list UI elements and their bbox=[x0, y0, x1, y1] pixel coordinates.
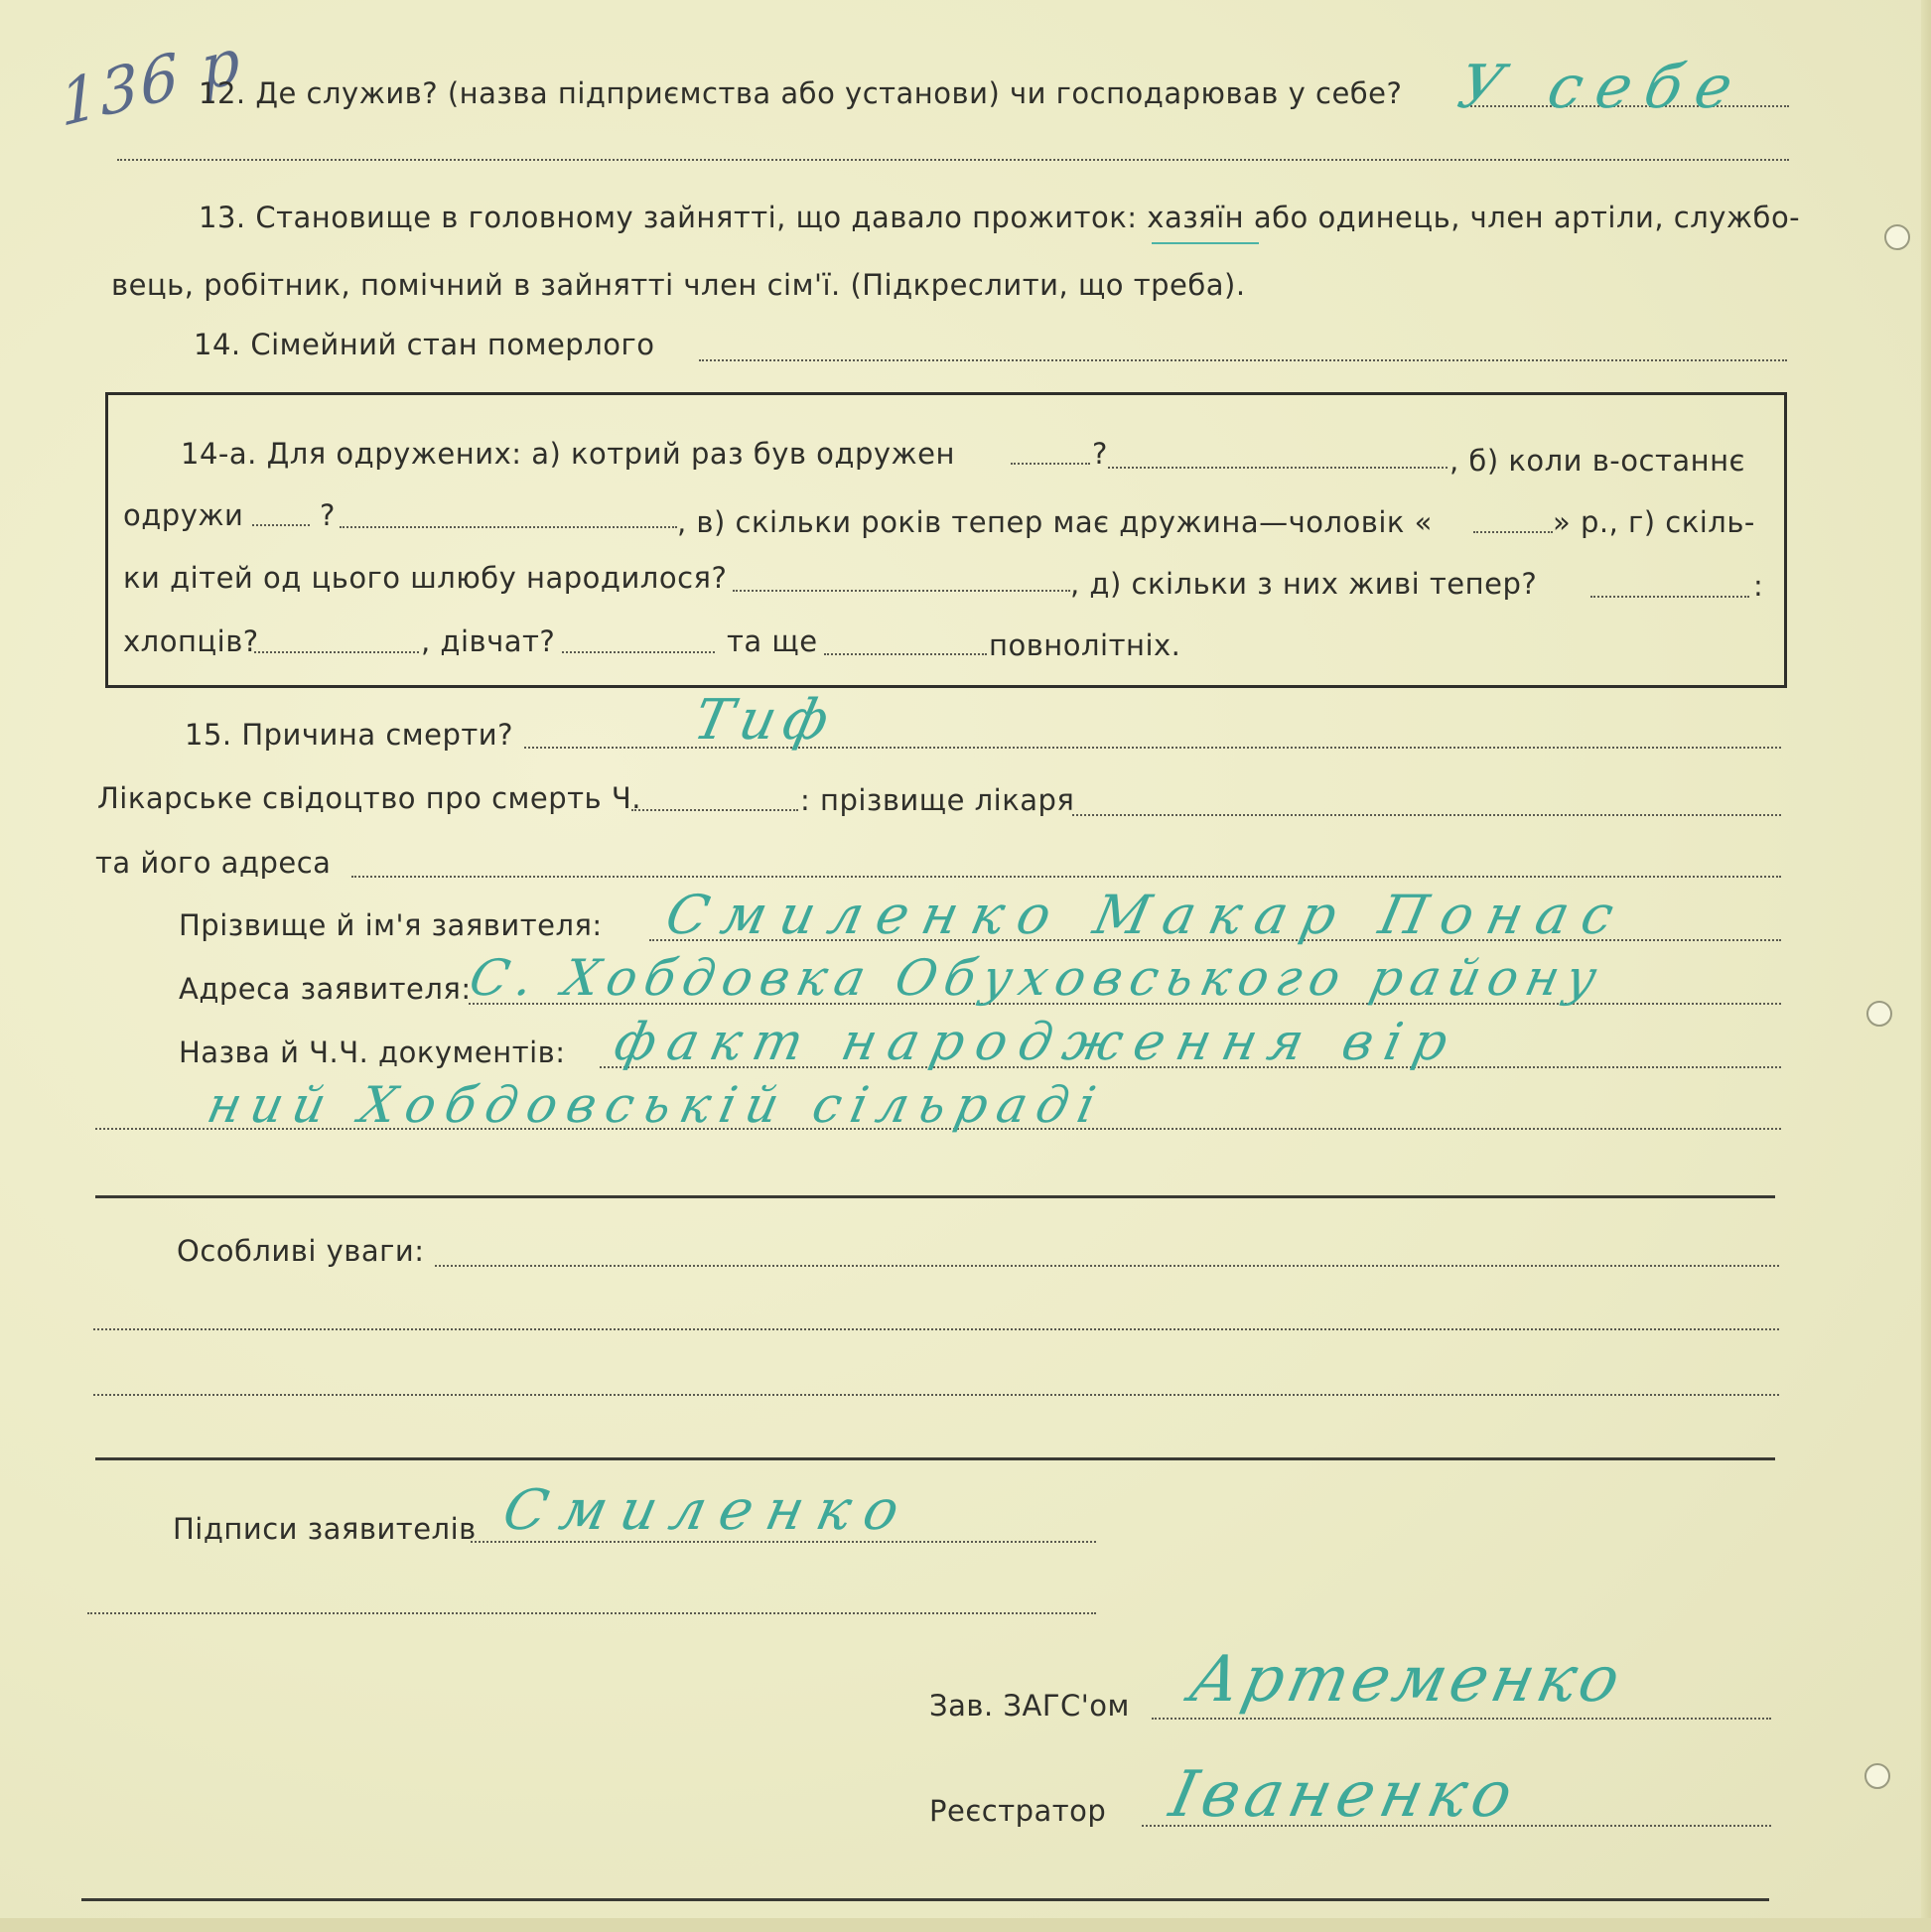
remarks-label: Особливі уваги: bbox=[177, 1234, 425, 1268]
q15-address-label: та його адреса bbox=[95, 846, 332, 880]
applicant-docs-label: Назва й Ч.Ч. документів: bbox=[179, 1035, 566, 1069]
applicant-docs-value-1: факт народження вір bbox=[609, 1013, 1465, 1072]
q14a-spouse-age-line bbox=[1473, 531, 1553, 533]
punch-hole-icon bbox=[1884, 224, 1910, 250]
q14a-last-married-line-2 bbox=[340, 526, 677, 528]
q14a-line-1q: ? bbox=[1092, 437, 1108, 471]
applicants-signature-value: Смиленко bbox=[497, 1478, 919, 1543]
q14a-line-1b: , б) коли в-останнє bbox=[1449, 444, 1745, 478]
q14a-line-2c: » р., г) скіль- bbox=[1553, 505, 1755, 539]
section-divider-1 bbox=[95, 1195, 1775, 1198]
q14a-line-4a: хлопців? bbox=[123, 624, 259, 658]
remarks-line-1 bbox=[435, 1265, 1779, 1267]
q14a-times-married-line bbox=[1011, 463, 1090, 465]
registrar-signature-label: Реєстратор bbox=[929, 1794, 1107, 1828]
head-signature-line bbox=[1152, 1718, 1771, 1720]
registrar-signature-value: Іваненко bbox=[1164, 1758, 1525, 1832]
applicant-name-value: Смиленко Макар Понас bbox=[660, 884, 1633, 946]
page-bottom-edge bbox=[0, 1918, 1931, 1932]
q13-line-1: 13. Становище в головному зайнятті, що давало прожиток: хазяїн або одинець, член артіли, службо- bbox=[199, 201, 1801, 234]
q15-address-line bbox=[351, 876, 1781, 878]
q14-label: 14. Сімейний стан померлого bbox=[194, 328, 655, 361]
q14a-times-married-line-2 bbox=[1108, 467, 1448, 469]
section-divider-2 bbox=[95, 1457, 1775, 1460]
applicant-name-label: Прізвище й ім'я заявителя: bbox=[179, 908, 603, 942]
q14a-line-2b: , в) скільки років тепер має дружина—чоловік « bbox=[677, 505, 1433, 539]
q14a-line-3a: ки дітей од цього шлюбу народилося? bbox=[123, 561, 728, 595]
bottom-rule bbox=[81, 1898, 1769, 1901]
q14a-line-4b: , дівчат? bbox=[421, 624, 556, 658]
q15-label: 15. Причина смерти? bbox=[185, 718, 514, 752]
q14a-line-2a: одружи bbox=[123, 498, 244, 532]
punch-hole-icon bbox=[1864, 1763, 1890, 1789]
remarks-line-3 bbox=[93, 1394, 1779, 1396]
q15-doctor-line bbox=[1072, 814, 1781, 816]
applicants-signature-label: Підписи заявителів bbox=[173, 1512, 477, 1546]
page-edge-shadow bbox=[1921, 0, 1931, 1932]
head-signature-value: Артеменко bbox=[1183, 1643, 1630, 1717]
punch-hole-icon bbox=[1866, 1001, 1892, 1027]
applicant-address-label: Адреса заявителя: bbox=[179, 972, 472, 1006]
q14a-line-1a: 14-а. Для одружених: а) котрий раз був одружен bbox=[181, 437, 955, 471]
margin-note: 136 р bbox=[58, 22, 244, 142]
applicant-address-value: С. Хобдовка Обуховського району bbox=[464, 949, 1610, 1007]
q14a-line-4d: повнолітніх. bbox=[989, 628, 1181, 662]
q14a-adults-line bbox=[824, 653, 987, 655]
q15-answer: Тиф bbox=[688, 688, 843, 753]
q14-answer-line bbox=[699, 359, 1787, 361]
q14a-boys-line bbox=[254, 651, 419, 653]
q14a-line-4c: та ще bbox=[727, 624, 818, 658]
head-signature-label: Зав. ЗАГС'ом bbox=[929, 1689, 1130, 1723]
q12-label: 12. Де служив? (назва підприємства або установи) чи господарював у себе? bbox=[199, 76, 1403, 110]
applicants-signature-line-2 bbox=[87, 1612, 1096, 1614]
applicant-docs-value-2: ний Хобдовській сільраді bbox=[202, 1076, 1111, 1134]
q15-doctor-label: : прізвище лікаря bbox=[800, 783, 1075, 817]
q14a-last-married-line bbox=[252, 524, 310, 526]
q13-underline-owner bbox=[1152, 242, 1259, 244]
q14a-line-2q: ? bbox=[320, 498, 336, 532]
q14a-children-born-line bbox=[733, 590, 1070, 592]
q15-cert-number-line bbox=[631, 809, 798, 811]
q13-line-2: вець, робітник, помічний в зайнятті член сім'ї. (Підкреслити, що треба). bbox=[111, 268, 1246, 302]
q14a-line-3c: : bbox=[1753, 569, 1764, 603]
remarks-line-2 bbox=[93, 1328, 1779, 1330]
q12-line-2 bbox=[117, 159, 1789, 161]
q14a-children-alive-line bbox=[1590, 596, 1749, 598]
q12-answer: У себе bbox=[1451, 53, 1753, 122]
q15-cert-label: Лікарське свідоцтво про смерть Ч. bbox=[97, 781, 641, 815]
q14a-girls-line bbox=[562, 651, 715, 653]
q14a-line-3b: , д) скільки з них живі тепер? bbox=[1070, 567, 1538, 601]
